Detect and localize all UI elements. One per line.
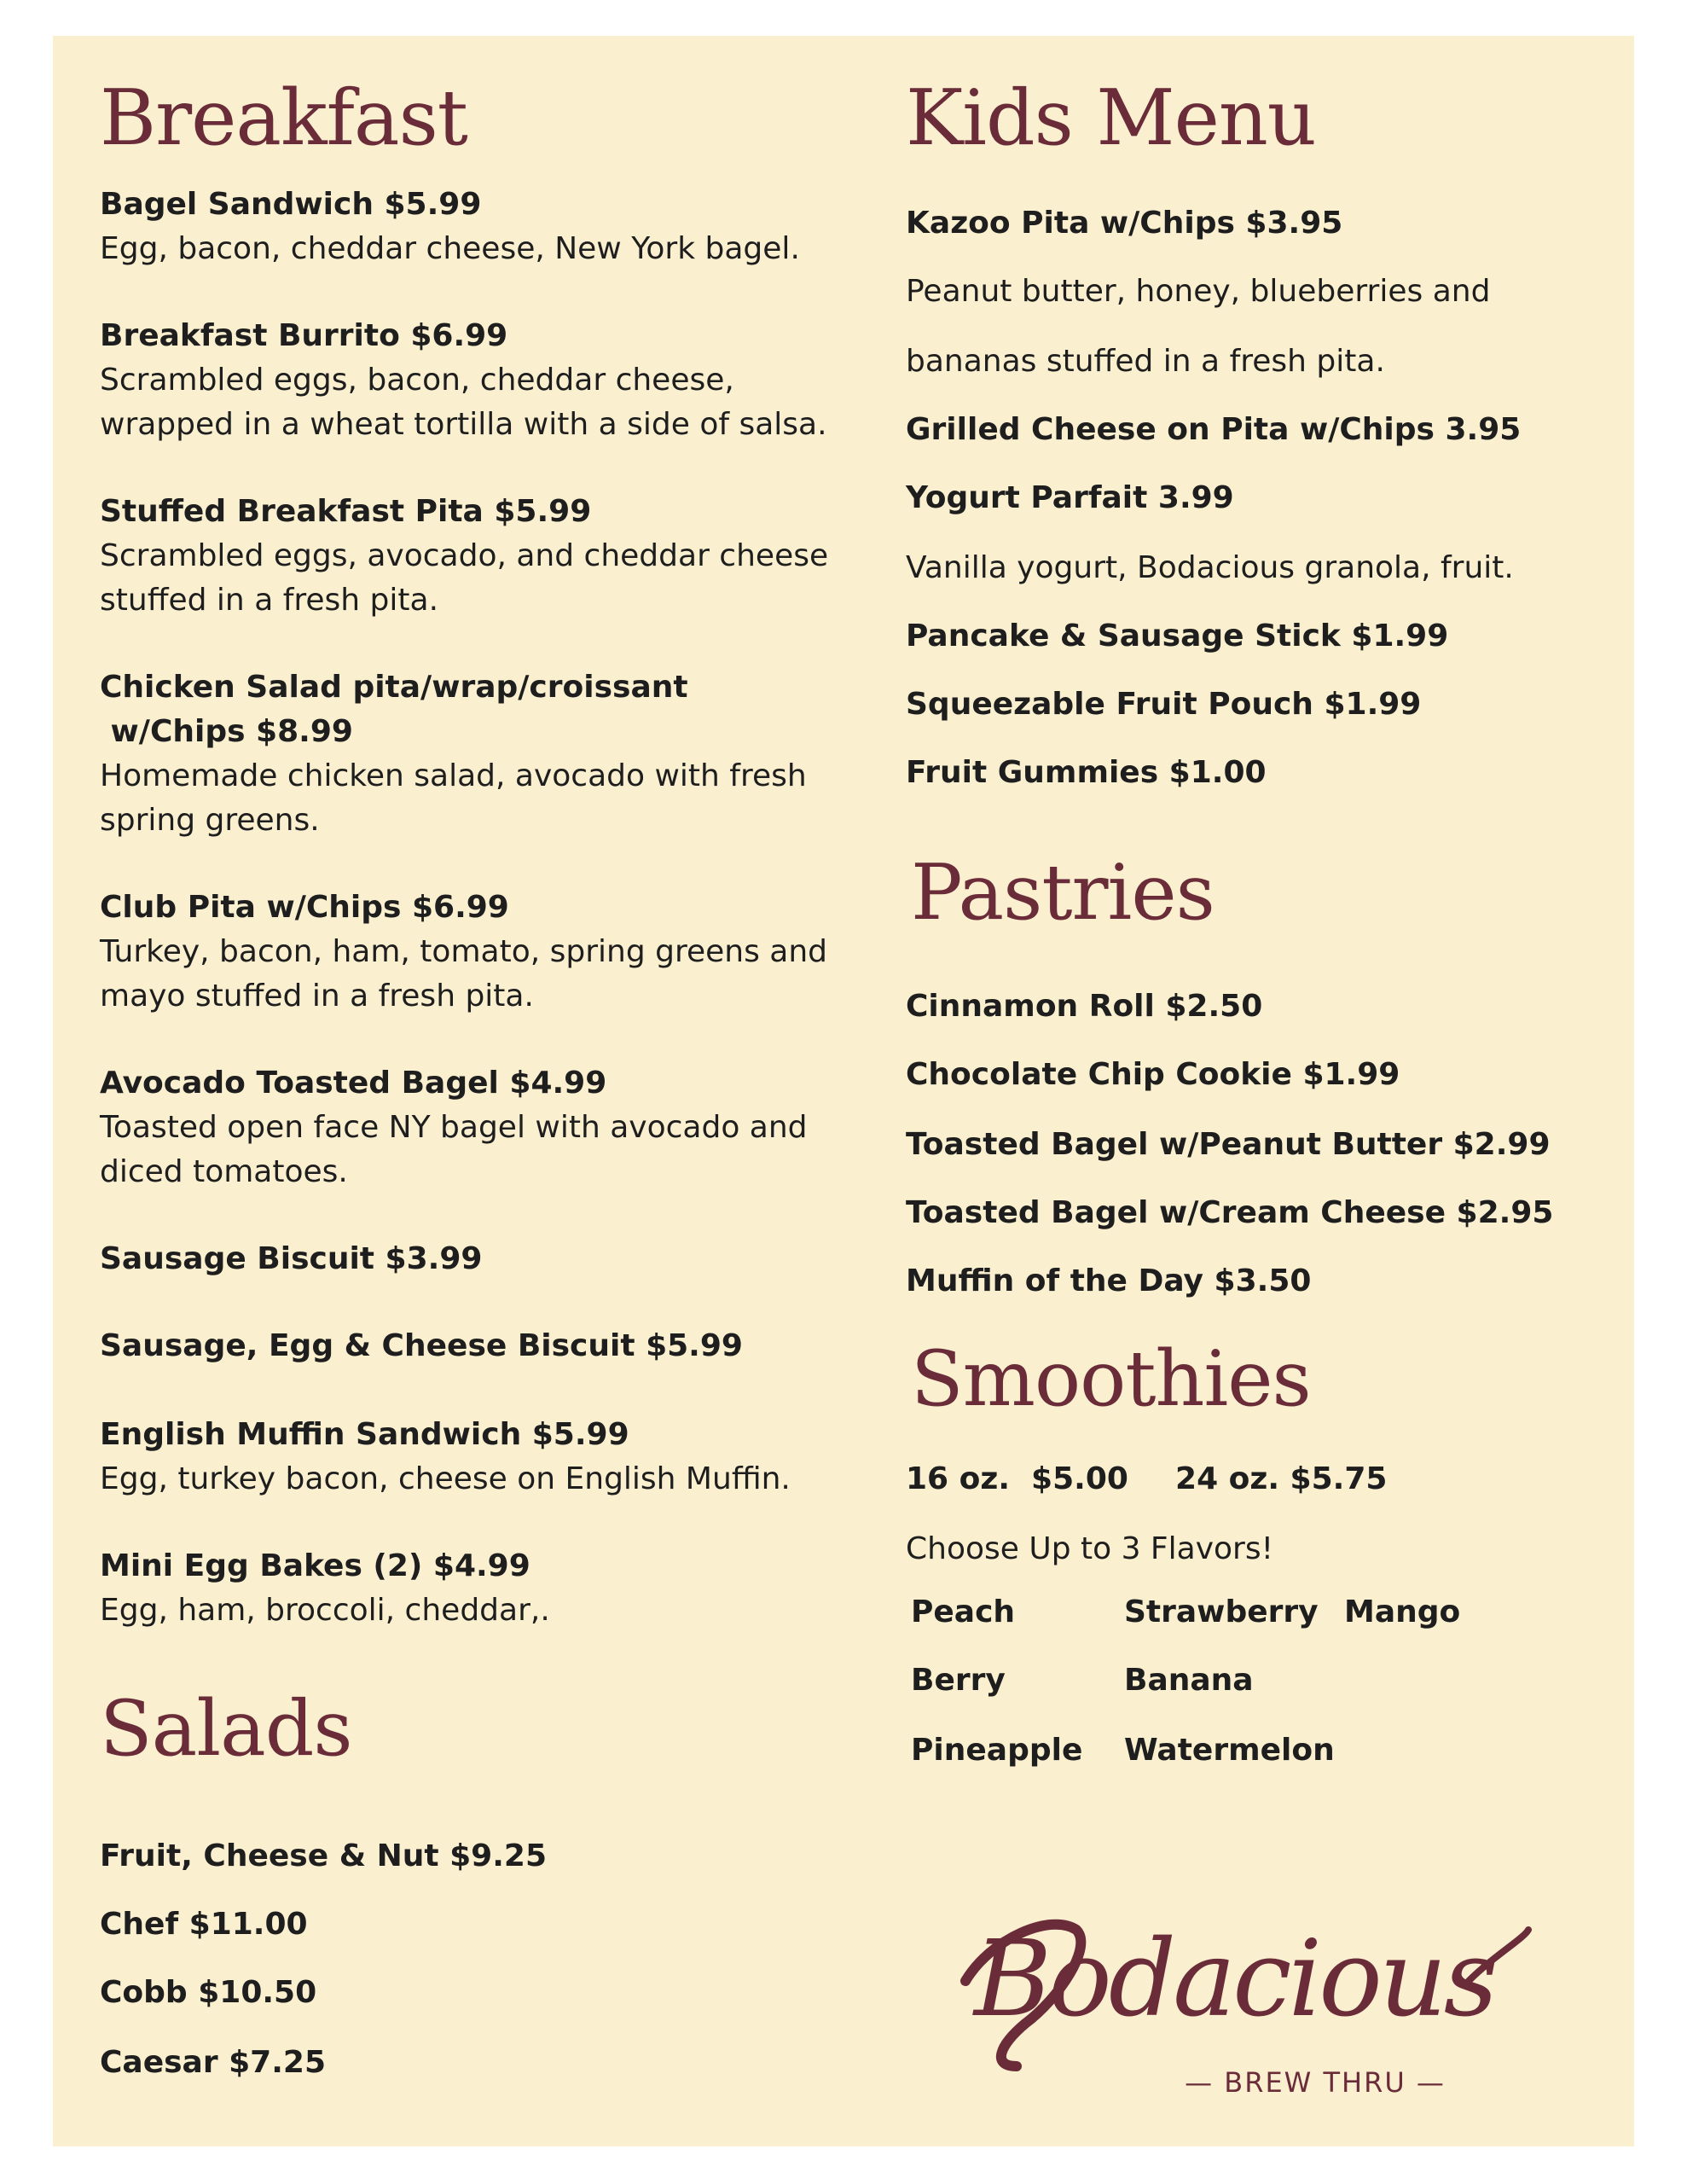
item-name: Chicken Salad pita/wrap/croissant	[100, 670, 688, 705]
kids-item-name: Fruit Gummies $1.00	[906, 755, 1267, 790]
size-small: 16 oz. $5.00	[906, 1461, 1128, 1496]
item-desc: Homemade chicken salad, avocado with fresh	[100, 758, 807, 793]
item-name: Sausage Biscuit $3.99	[100, 1241, 483, 1276]
kids-row	[906, 682, 1421, 727]
kids-row	[906, 270, 1490, 314]
logo-wordmark: Bodacious	[974, 1918, 1495, 2041]
menu-item-bagel-sandwich	[100, 183, 867, 271]
item-desc: Egg, ham, broccoli, cheddar,.	[100, 1593, 550, 1628]
kids-menu-title: Kids Menu	[906, 73, 1316, 163]
item-name: Bagel Sandwich $5.99	[100, 187, 482, 222]
item-name: English Muffin Sandwich $5.99	[100, 1417, 629, 1452]
kids-item-name: Squeezable Fruit Pouch $1.99	[906, 687, 1422, 722]
item-desc: diced tomatoes.	[100, 1154, 348, 1189]
pastry-item: Muffin of the Day $3.50	[906, 1263, 1312, 1298]
item-desc: spring greens.	[100, 803, 320, 838]
item-name: Breakfast Burrito $6.99	[100, 318, 508, 353]
flavor-strawberry: Strawberry	[1124, 1594, 1319, 1629]
menu-item-club-pita	[100, 886, 867, 1019]
choose-flavors-text: Choose Up to 3 Flavors!	[906, 1531, 1274, 1566]
size-large: 24 oz. $5.75	[1175, 1461, 1388, 1496]
flavor-pineapple: Pineapple	[911, 1733, 1083, 1768]
item-desc: Egg, turkey bacon, cheese on English Muffin.	[100, 1461, 791, 1496]
item-desc: Turkey, bacon, ham, tomato, spring greens and	[100, 934, 828, 969]
menu-page	[53, 36, 1634, 2146]
item-name: Avocado Toasted Bagel $4.99	[100, 1066, 607, 1101]
flavor-peach: Peach	[911, 1594, 1016, 1629]
pastry-item: Toasted Bagel w/Peanut Butter $2.99	[906, 1127, 1551, 1162]
salad-item: Caesar $7.25	[100, 2045, 327, 2080]
pastry-item: Chocolate Chip Cookie $1.99	[906, 1057, 1400, 1092]
smoothie-choose	[906, 1527, 1273, 1571]
kids-row	[906, 614, 1448, 659]
pastry-item: Cinnamon Roll $2.50	[906, 989, 1263, 1024]
salad-item: Fruit, Cheese & Nut $9.25	[100, 1838, 547, 1873]
kids-row	[906, 546, 1514, 590]
breakfast-title: Breakfast	[100, 73, 467, 163]
salads-title: Salads	[100, 1684, 352, 1774]
pastry-row	[906, 985, 1262, 1029]
item-name: Stuffed Breakfast Pita $5.99	[100, 494, 592, 529]
menu-item-mini-egg-bakes	[100, 1544, 867, 1633]
kids-item-desc: Vanilla yogurt, Bodacious granola, fruit.	[906, 550, 1514, 585]
smoothies-title: Smoothies	[911, 1334, 1311, 1424]
item-name: Mini Egg Bakes (2) $4.99	[100, 1548, 530, 1583]
item-name: Sausage, Egg & Cheese Biscuit $5.99	[100, 1328, 743, 1363]
kids-row	[906, 340, 1385, 384]
pastries-title: Pastries	[911, 848, 1215, 938]
menu-item-sausage-biscuit	[100, 1237, 867, 1281]
pastry-row	[906, 1191, 1553, 1235]
flavor-berry: Berry	[911, 1663, 1006, 1698]
kids-row	[906, 201, 1342, 246]
item-desc: Scrambled eggs, avocado, and cheddar cheese	[100, 538, 829, 573]
menu-item-breakfast-burrito	[100, 314, 867, 447]
kids-row	[906, 751, 1267, 795]
item-desc: wrapped in a wheat tortilla with a side of salsa.	[100, 407, 827, 442]
kids-item-desc: bananas stuffed in a fresh pita.	[906, 344, 1385, 379]
pastry-item: Toasted Bagel w/Cream Cheese $2.95	[906, 1195, 1554, 1230]
menu-item-stuffed-breakfast-pita	[100, 490, 867, 623]
kids-item-name: Kazoo Pita w/Chips $3.95	[906, 206, 1343, 241]
kids-row	[906, 408, 1521, 452]
item-desc: Egg, bacon, cheddar cheese, New York bagel.	[100, 231, 800, 266]
salad-item: Chef $11.00	[100, 1907, 308, 1942]
item-desc: stuffed in a fresh pita.	[100, 583, 439, 618]
kids-row	[906, 476, 1234, 520]
flavor-mango: Mango	[1344, 1594, 1461, 1629]
menu-item-avocado-toasted-bagel	[100, 1061, 867, 1194]
item-desc: mayo stuffed in a fresh pita.	[100, 979, 534, 1014]
pastry-row	[906, 1123, 1551, 1167]
flavor-banana: Banana	[1124, 1663, 1254, 1698]
flavor-watermelon: Watermelon	[1124, 1733, 1335, 1768]
menu-item-chicken-salad	[100, 665, 867, 843]
logo-tagline: — BREW THRU —	[1185, 2066, 1446, 2099]
pastry-row	[906, 1053, 1400, 1097]
smoothie-sizes	[906, 1457, 1387, 1502]
kids-item-name: Pancake & Sausage Stick $1.99	[906, 619, 1449, 653]
kids-item-desc: Peanut butter, honey, blueberries and	[906, 274, 1491, 309]
item-desc: Toasted open face NY bagel with avocado and	[100, 1110, 808, 1145]
menu-item-english-muffin-sandwich	[100, 1413, 867, 1502]
bodacious-logo	[957, 1887, 1537, 2109]
pastry-row	[906, 1259, 1311, 1304]
item-name: Club Pita w/Chips $6.99	[100, 890, 509, 925]
kids-item-name: Yogurt Parfait 3.99	[906, 480, 1234, 515]
salad-item: Cobb $10.50	[100, 1975, 317, 2010]
item-name-cont: w/Chips $8.99	[100, 714, 353, 749]
menu-item-sausage-egg-cheese-biscuit	[100, 1324, 867, 1368]
item-desc: Scrambled eggs, bacon, cheddar cheese,	[100, 363, 734, 398]
kids-item-name: Grilled Cheese on Pita w/Chips 3.95	[906, 412, 1522, 447]
